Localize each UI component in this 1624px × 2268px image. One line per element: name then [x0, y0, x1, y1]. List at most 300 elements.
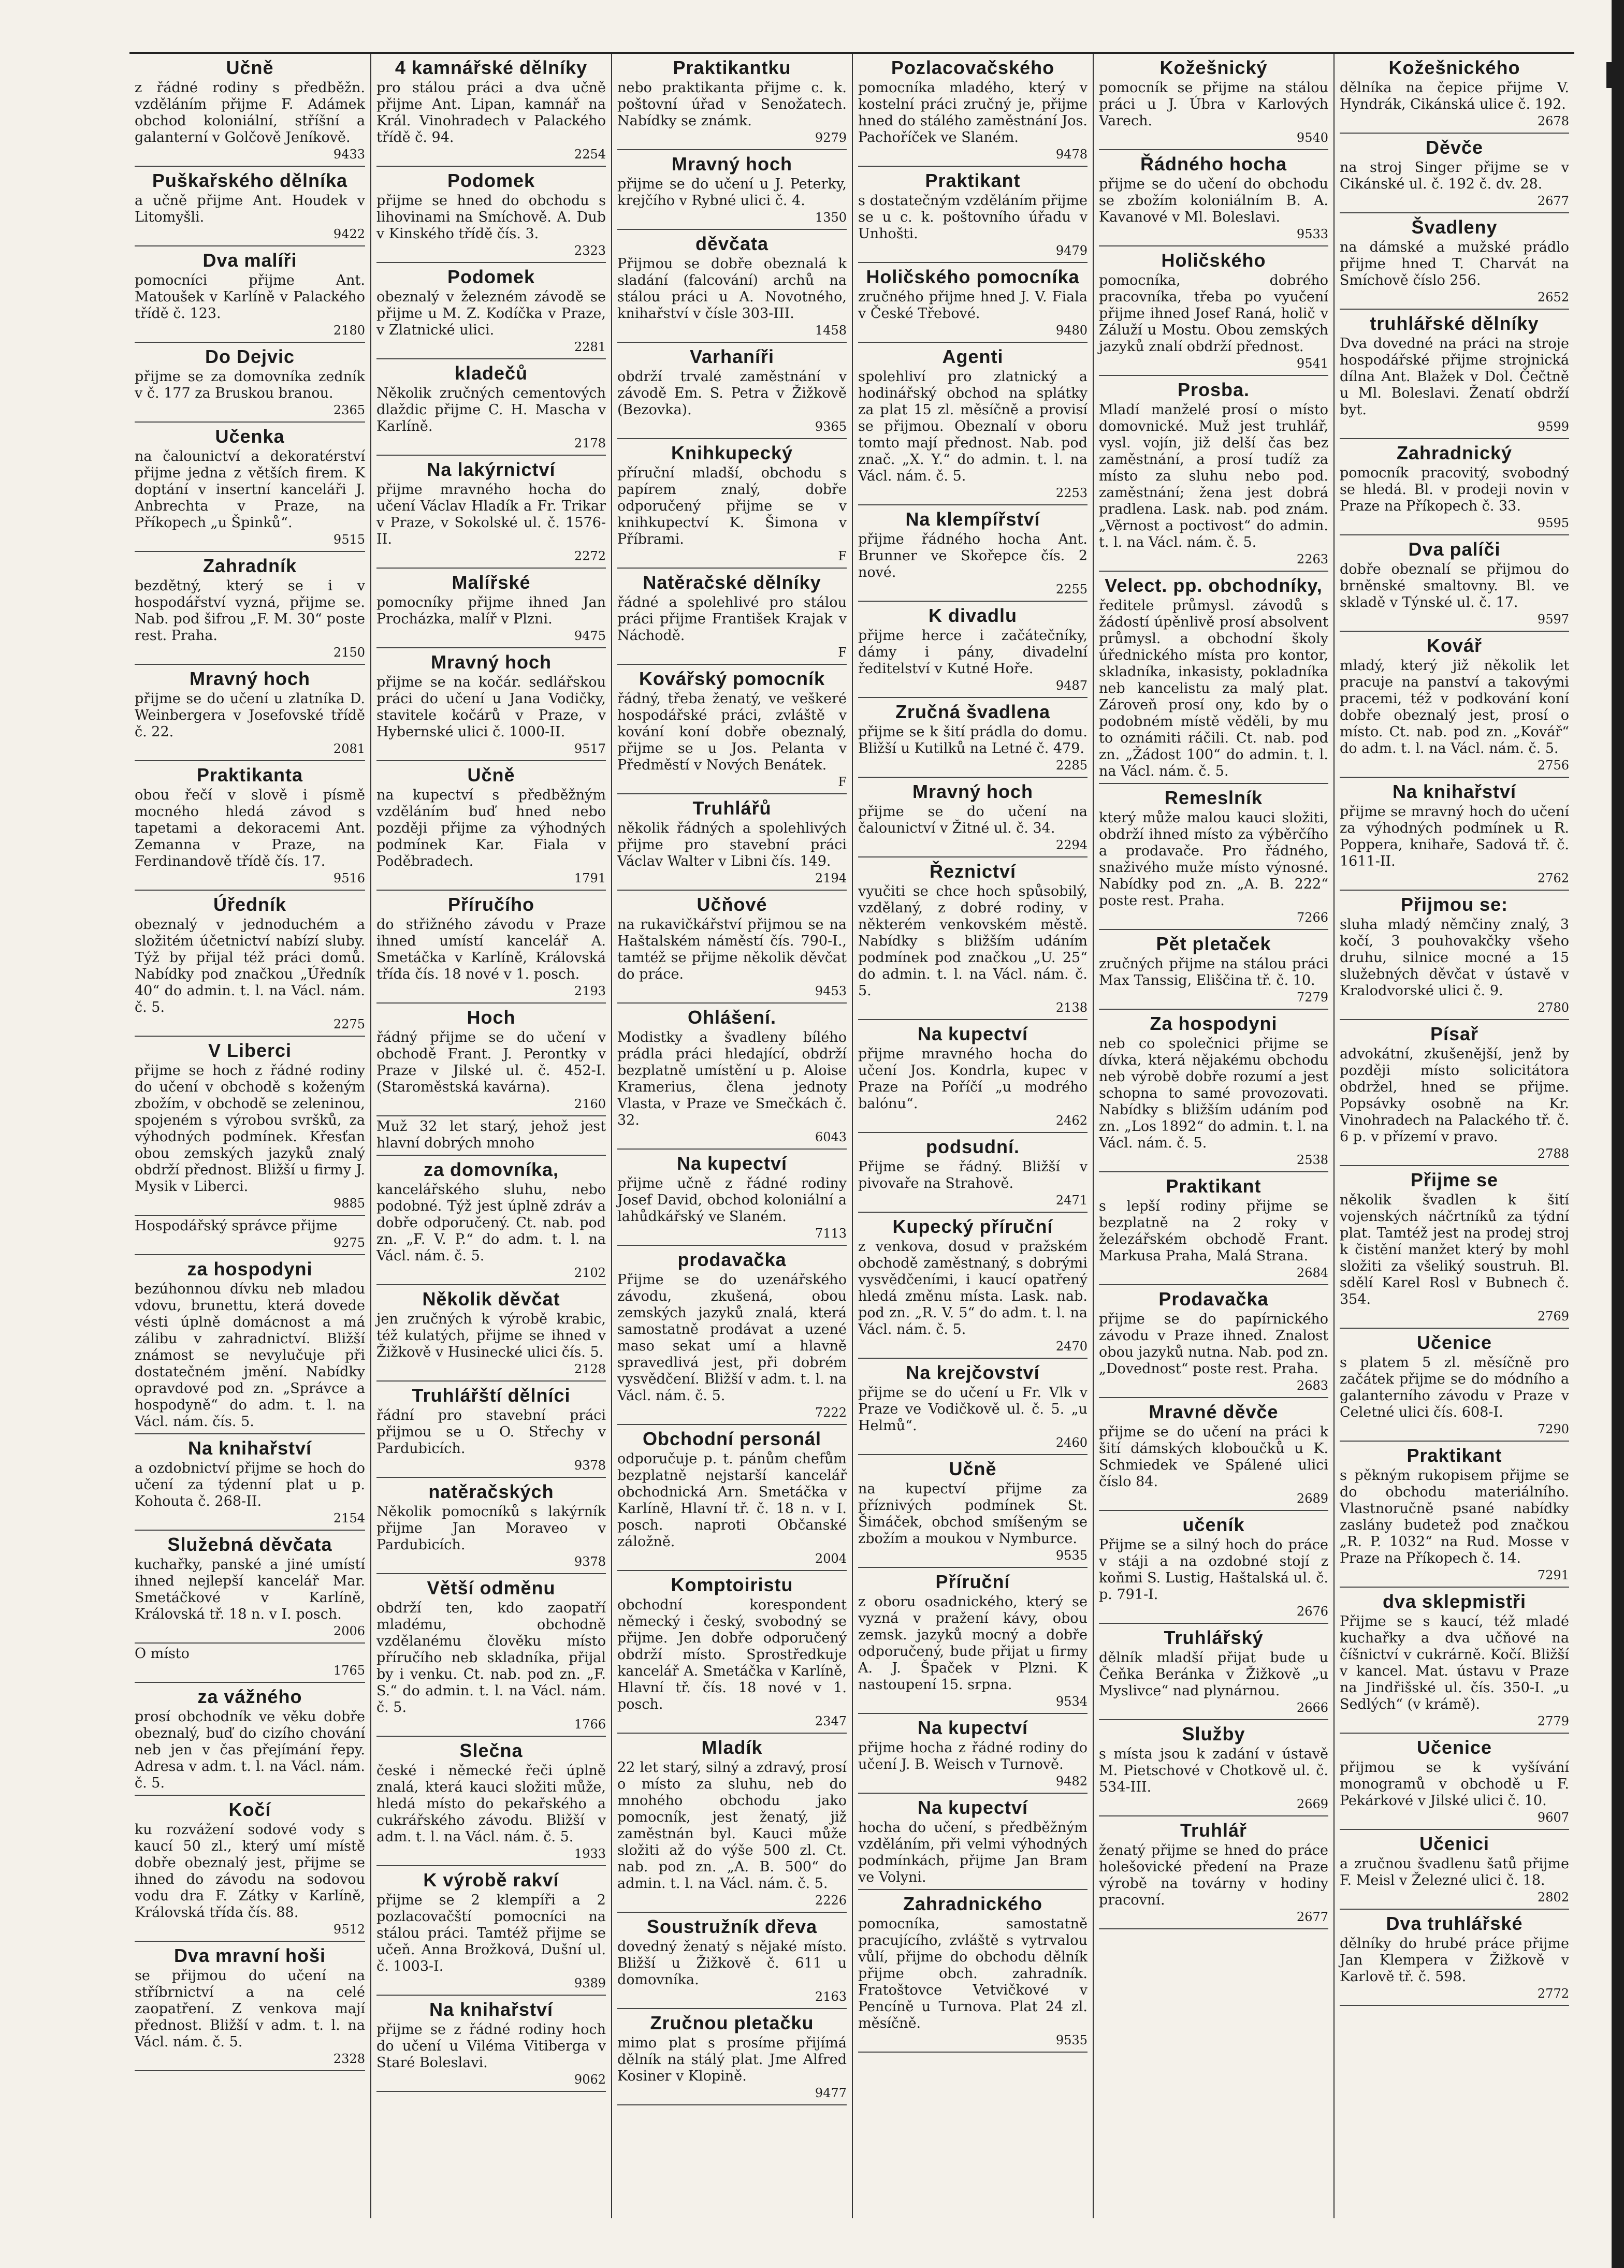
ad-body: přijme se do učení na čalounictví v Žitné ul. č. 34. [858, 804, 1088, 836]
ad-body: s místa jsou k zadání v ústavě M. Pietschové v Chotkově ul. č. 534-III. [1099, 1746, 1328, 1795]
ad-heading: K výrobě rakví [423, 1869, 559, 1891]
ad-body: vyučiti se chce hoch spůsobilý, vzdělaný, z dobré rodiny, v některém venkovském městě. Nabídky s bližším udáním podmínek pod značkou „U. 25“ do admin. t. l. na Václ. nám. č. 5. [858, 883, 1088, 999]
ad-heading: Podomek [447, 266, 535, 287]
ad-heading: Prodavačka [1158, 1288, 1269, 1310]
ad-body: přijmou se k vyšívání monogramů v obchodě u F. Pekárkové v Jilské ulici č. 10. [1340, 1760, 1569, 1809]
ad-number: 7113 [815, 1226, 847, 1241]
ad-heading: Učně [467, 764, 515, 786]
ad-heading: Na lakýrnictví [427, 459, 556, 480]
classified-column-2 [370, 54, 611, 2218]
ad-number: 9389 [574, 1976, 606, 1990]
ad-number: 2138 [1055, 1000, 1088, 1015]
ad-body: Přijme se a silný hoch do práce v stáji a na ozdobné stojí z koňmi S. Lustig, Haštalská ul. č. p. 791-I. [1099, 1537, 1328, 1603]
ad-heading: Zručná švadlena [895, 701, 1051, 722]
ad-body: mladý, který již několik let pracuje na panství a takovými pracemi, též v podkování koní dobře obeznalý jest, prosí o místo. Ct. nab. pod zn. „Kovář“ do adm. t. l. na Václ. nám. č. 5. [1340, 658, 1569, 757]
classified-ad [135, 1255, 365, 1434]
ad-number: 2684 [1296, 1266, 1328, 1280]
ad-body: neb co společnici přijme se dívka, která nějakému obchodu neb výrobě dobře rozumí a jest schopna to samé provozovati. Nabídky s bližším udáním pod zn. „Los 1892“ do admin. t. l. na Václ. nám. č. 5. [1099, 1036, 1328, 1151]
classified-ad [135, 54, 365, 167]
ad-heading: Soustružník dřeva [646, 1916, 818, 1937]
ad-number: 1350 [815, 210, 847, 225]
ad-number: 2676 [1296, 1604, 1328, 1619]
ad-body: pomocníka, samostatně pracujícího, zvláště s vytrvalou vůlí, přijme do obchodu dělník přijme obch. zahradník. Fratoštovce Vetvičkové v Pencíně u Turnova. Plat 24 zl. měsíčně. [858, 1916, 1088, 2031]
ad-body: přijme se na kočár. sedlářskou práci do učení u Jana Vodičky, stavitele kočárů v Praze, v Hybernské ulici č. 1000-II. [376, 674, 606, 740]
ad-number: 2347 [815, 1714, 847, 1728]
ad-number: 2194 [815, 871, 847, 885]
ad-heading: Na kupectví [917, 1023, 1028, 1044]
ad-body: přijme řádného hocha Ant. Brunner ve Skořepce čís. 2 nové. [858, 531, 1088, 580]
ad-number: 2128 [574, 1362, 606, 1376]
ad-number: 7279 [1296, 990, 1328, 1005]
ad-number: 9453 [815, 984, 847, 998]
ad-heading: Písař [1430, 1023, 1479, 1044]
classified-ad [858, 857, 1088, 1020]
ad-body: z řádné rodiny s předběžn. vzděláním přijme F. Adámek obchod koloniální, stříšní a galanterní v Golčově Jeníkově. [135, 80, 365, 146]
ad-number: 2460 [1055, 1435, 1088, 1450]
ad-number: 2226 [815, 1893, 847, 1908]
ad-number: 2756 [1537, 758, 1569, 773]
ad-number: 2677 [1537, 194, 1569, 208]
ad-body: přijme herce i začátečníky, dámy i pány, divadelní ředitelství v Kutné Hoře. [858, 628, 1088, 677]
ad-number: 2652 [1537, 290, 1569, 304]
ad-heading: Do Dejvic [205, 346, 295, 367]
ad-number: 9535 [1055, 1548, 1088, 1563]
ad-body: dělníka na čepice přijme V. Hyndrák, Cikánská ulice č. 192. [1340, 80, 1569, 112]
classified-ad [858, 343, 1088, 505]
classified-ad [376, 1285, 606, 1382]
ad-heading: Slečna [459, 1740, 523, 1761]
classified-ad [858, 1133, 1088, 1213]
ad-heading: Učně [949, 1458, 997, 1479]
classified-ad [617, 1004, 847, 1150]
classified-ad [376, 1737, 606, 1866]
ad-heading: Pozlacovačského [891, 57, 1055, 78]
ad-number: 9422 [333, 227, 365, 241]
ad-body: do střižného závodu v Praze ihned umístí kancelář A. Smetáčka v Karlíně, Královská třída čís. 18 nové v 1. posch. [376, 917, 606, 982]
classified-ad [1340, 632, 1569, 778]
ad-number: 2263 [1296, 552, 1328, 566]
ad-heading: Natěračské dělníky [643, 572, 821, 593]
classified-ad [1099, 246, 1328, 376]
ad-number: 2471 [1055, 1193, 1088, 1208]
classified-ad [617, 1913, 847, 2009]
classified-ad [376, 761, 606, 891]
ad-number: F [838, 549, 847, 563]
ad-body: přijme se z řádné rodiny hoch do učení u Viléma Vitiberga v Staré Boleslavi. [376, 2022, 606, 2071]
ad-heading: Služebná děvčata [167, 1534, 332, 1555]
ad-body: bezdětný, který se i v hospodářství vyzná, přijme se. Nab. pod šifrou „F. M. 30“ poste rest. Praha. [135, 578, 365, 644]
ad-heading: Prosba. [1177, 379, 1250, 400]
classified-ad [858, 167, 1088, 263]
ad-number: 2150 [333, 645, 365, 660]
ad-number: 2666 [1296, 1700, 1328, 1715]
ad-number: 9597 [1537, 612, 1569, 627]
classified-ad [1099, 376, 1328, 572]
ad-heading: Praktikant [1407, 1445, 1502, 1466]
ad-number: 9378 [574, 1554, 606, 1569]
ad-body: přijme učně z řádné rodiny Josef David, obchod koloniální a lahůdkářský ve Slaném. [617, 1175, 847, 1225]
ad-heading: Na klempířství [905, 508, 1040, 530]
classified-ad [376, 54, 606, 167]
ad-body: obeznalý v jednoduchém a složitém účetnictví nabízí sluby. Týž by přijal též práci domů. Nabídky pod značkou „Úředník 40“ do admin. t. l. na Václ. nám. č. 5. [135, 917, 365, 1015]
ad-heading: Zručnou pletačku [650, 2012, 814, 2033]
ad-heading: Za hospodyni [1150, 1013, 1278, 1034]
ad-body: Mladí manželé prosí o místo domovnické. Muž jest truhlář, vysl. vojín, již delší čas bez zaměstnání, a prosí tudíž za místo za sluhu nebo pod. zaměstnání; žena jest dobrá pradlena. Lask. nab. pod znám. „Věrnost a poctivost“ do admin. t. l. na Václ. nám. č. 5. [1099, 402, 1328, 550]
classified-ad [376, 1382, 606, 1478]
classified-ad [1099, 572, 1328, 784]
classified-ad [1340, 439, 1569, 535]
classified-ad [858, 1359, 1088, 1455]
classified-ad [135, 891, 365, 1037]
classified-ad [858, 1020, 1088, 1133]
ad-number: 2780 [1537, 1000, 1569, 1015]
ad-body: několik řádných a spolehlivých přijme pro stavební práci Václav Walter v Libni čís. 149. [617, 820, 847, 869]
classified-ad [617, 439, 847, 569]
ad-body: s pěkným rukopisem přijme se do obchodu materiálního. Vlastnoručně psané nabídky zaslány budetež pod značkou „R. P. 1032“ na Rud. Mosse v Praze na Příkopech č. 14. [1340, 1467, 1569, 1566]
classified-ad [376, 1156, 606, 1285]
ad-number: 9595 [1537, 516, 1569, 530]
ad-heading: Příruční [935, 1571, 1010, 1592]
classified-ad [135, 343, 365, 423]
ad-body: bezúhonnou dívku neb mladou vdovu, brunettu, která dovede vésti úplně domácnost a má zálibu v zahradnictví. Bližší známost se nevylučuje při dostatečném jmění. Nabídky opravdové pod zn. „Správce a hospodyně“ do adm. t. l. na Václ. nám. čís. 5. [135, 1281, 365, 1430]
ad-number: 9517 [574, 742, 606, 756]
ad-body: jen zručných k výrobě krabic, též kulatých, přijme se ihned v Žižkově v Husinecké ulici čís. 5. [376, 1311, 606, 1360]
ad-body: z venkova, dosud v pražském obchodě zaměstnaný, s dobrými vysvědčeními, i kaucí opatřený hledá změnu místa. Lask. nab. pod zn. „R. V. 5“ do adm. t. l. na Václ. nám. č. 5. [858, 1239, 1088, 1337]
ad-heading: Pět pletaček [1156, 933, 1271, 954]
ad-heading: Hoch [467, 1007, 516, 1028]
classified-column-3 [611, 54, 852, 2218]
ad-body: řádný přijme se do učení v obchodě Frant. J. Perontky v Praze v Jilské ul. č. 452-I. (Staroměstská kavárna). [376, 1029, 606, 1095]
ad-number: 9478 [1055, 147, 1088, 162]
ad-heading: Podomek [447, 170, 535, 191]
ad-body: Modistky a švadleny bílého prádla práci hledající, obdrží bezplatně umístění u p. Aloise Kramerius, člena jednoty Vlasta, v Praze ve Smečkách č. 32. [617, 1029, 847, 1128]
ad-heading: K divadlu [928, 605, 1018, 626]
classified-ad [858, 54, 1088, 167]
ad-number: 7290 [1537, 1422, 1569, 1436]
ad-number: 9475 [574, 629, 606, 643]
ad-heading: Na kupectví [917, 1797, 1028, 1818]
classified-ad [135, 1216, 365, 1255]
ad-body: ženatý přijme se hned do práce holešovické předení na Praze výrobě na továrny v hodiny pracovní. [1099, 1842, 1328, 1908]
ad-heading: Kočí [228, 1799, 271, 1820]
ad-heading: Praktikantku [673, 57, 791, 78]
ad-heading: Děvče [1425, 137, 1484, 158]
classified-ad [617, 2009, 847, 2105]
ad-body: řádné a spolehlivé pro stálou práci přijme František Krajak v Náchodě. [617, 594, 847, 644]
ad-heading: Truhlář [1180, 1820, 1248, 1841]
ad-body: ku rozvážení sodové vody s kaucí 50 zl., který umí místě dobře obeznalý jest, přijme se ihned do závodu na sodovou vodu dra F. Zátky v Karlíně, Královská třída čís. 88. [135, 1822, 365, 1921]
classified-ad [1340, 535, 1569, 632]
ad-number: 2772 [1537, 1986, 1569, 2001]
classified-ad [858, 602, 1088, 698]
classified-ad [1340, 1020, 1569, 1166]
ad-body: přijme hocha z řádné rodiny do učení J. B. Weisch v Turnově. [858, 1740, 1088, 1772]
ad-body: Přijme se řádný. Bližší v pivovaře na Strahově. [858, 1159, 1088, 1191]
ad-number: 9885 [333, 1196, 365, 1211]
classified-ad [858, 1568, 1088, 1714]
ad-heading: Kožešnický [1159, 57, 1268, 78]
ad-body: pomocníka mladého, který v kostelní práci zručný je, přijme hned do stálého zaměstnání Jos. Pachoříček ve Slaném. [858, 80, 1088, 146]
ad-number: 2538 [1296, 1153, 1328, 1167]
ad-body: a zručnou švadlenu šatů přijme F. Meisl v Železné ulici č. 18. [1340, 1856, 1569, 1888]
ad-body: odporučuje p. t. pánům chefům bezplatně nejstarší kancelář obchodnická Arn. Smetáčka v Karlíně, Hlavní tř. č. 18 n. v I. posch. naproti Občanské záložně. [617, 1451, 847, 1550]
classified-ad [376, 263, 606, 359]
classified-ad [376, 456, 606, 569]
classified-ad [376, 359, 606, 456]
ad-heading: Přijmou se: [1400, 894, 1509, 915]
ad-heading: za vážného [197, 1686, 302, 1707]
ad-body: Dva dovedné na práci na stroje hospodářské přijme strojnická dílna Ant. Blažek v Dol. Čečtně u Ml. Boleslavi. Ženatí obdrží byt. [1340, 336, 1569, 418]
ad-number: 2160 [574, 1097, 606, 1111]
classified-ad [135, 552, 365, 665]
classified-ad [1340, 778, 1569, 891]
ad-heading: Holičského pomocníka [866, 266, 1080, 287]
ad-body: který může malou kauci složiti, obdrží ihned místo za výběrčího a prodavače. Pro řádného, snaživého muže místo výnosné. Nabídky pod zn. „A. B. 222“ poste rest. Praha. [1099, 810, 1328, 909]
ad-heading: Příručího [447, 894, 535, 915]
ad-heading: Řeznictví [929, 861, 1017, 882]
ad-number: 1933 [574, 1847, 606, 1861]
ad-body: a ozdobnictví přijme se hoch do učení za týdenní plat u p. Kohouta č. 268-II. [135, 1460, 365, 1509]
ad-heading: Kožešnického [1388, 57, 1520, 78]
classified-ad [376, 1004, 606, 1116]
classified-ad [1340, 1734, 1569, 1830]
ad-heading: Několik děvčat [422, 1288, 560, 1310]
classified-ad [376, 569, 606, 648]
ad-number: 9515 [333, 532, 365, 547]
ad-number: 1766 [574, 1717, 606, 1732]
ad-heading: Na kupectví [676, 1153, 788, 1174]
ad-heading: děvčata [695, 233, 769, 254]
ad-heading: Zahradnický [1396, 442, 1513, 463]
ad-body: dělníky do hrubé práce přijme Jan Klempera v Žižkově v Karlově tř. č. 598. [1340, 1936, 1569, 1985]
ad-heading: učeník [1182, 1514, 1245, 1535]
ad-number: 1458 [815, 323, 847, 338]
classified-ad [376, 1478, 606, 1574]
ad-heading: dva sklepmistři [1382, 1591, 1527, 1612]
classified-ad [617, 1571, 847, 1734]
ad-number: 2669 [1296, 1797, 1328, 1811]
ad-body: přijme se 2 klempíři a 2 pozlacovačští pomocníci na stálou práci. Tamtéž přijme se učeň. Anna Brožková, Dušní ul. č. 1003-I. [376, 1892, 606, 1974]
ad-number: 2255 [1055, 582, 1088, 597]
ad-body: přijme mravného hocha do učení Jos. Kondrla, kupec v Praze na Poříčí „u modrého balónu“. [858, 1046, 1088, 1112]
ad-body: na kupectví přijme za příznivých podmínek St. Šimáček, obchod smíšeným se zbožím a moukou v Nymburce. [858, 1481, 1088, 1547]
ad-heading: Mravný hoch [671, 153, 793, 175]
ad-body: obchodní korespondent německý i český, svobodný se přijme. Jen dobře odporučený obdrží místo. Sprostředkuje kancelář A. Smetáčka v Karlíně, Hlavní tř. čís. 18 nové v 1. posch. [617, 1597, 847, 1712]
ad-body: s dostatečným vzděláním přijme se u c. k. poštovního úřadu v Unhošti. [858, 193, 1088, 242]
ad-heading: Učně [226, 57, 274, 78]
ad-body: přijme mravného hocha do učení Václav Hladík a Fr. Trikar v Praze, v Sokolské ul. č. 1576-II. [376, 482, 606, 547]
ad-body: spolehliví pro zlatnický a hodinářský obchod na splátky za plat 15 zl. měsíčně a provisí se přijmou. Obeznalí v oboru tomto mají přednost. Nab. pod znač. „X. Y.“ do admin. t. l. na Václ. nám. č. 5. [858, 369, 1088, 484]
ad-heading: Zahradník [202, 555, 297, 576]
classified-ad [1340, 213, 1569, 310]
ad-body: řádný, třeba ženatý, ve veškeré hospodářské práci, zvláště v kování koní dobře obeznalý, přijme se u Jos. Pelanta v Předměstí v Nových Benátek. [617, 691, 847, 773]
ad-heading: Mravný hoch [430, 651, 552, 673]
ad-number: 2779 [1537, 1714, 1569, 1728]
ad-heading: Velect. pp. obchodníky, [1105, 575, 1323, 596]
classified-ad [858, 263, 1088, 343]
classified-ad [376, 648, 606, 761]
classified-ad [1340, 310, 1569, 439]
ad-body: obeznalý v železném závodě se přijme u M. Z. Kodíčka v Praze, v Zlatnické ulici. [376, 289, 606, 338]
ad-heading: Na knihařství [429, 1999, 554, 2020]
ad-body: dělník mladší přijat bude u Čeňka Beránka v Žižkově „u Myslivce“ nad plynárnou. [1099, 1650, 1328, 1699]
classified-ad [376, 1866, 606, 1996]
classified-ad [1099, 1511, 1328, 1624]
ad-body: Přijmou se dobře obeznalá k sladání (falcování) archů na stálou práci u A. Novotného, knihařství v čísle 303-III. [617, 256, 847, 322]
classified-ad [1340, 1166, 1569, 1329]
classified-ad [617, 569, 847, 665]
classified-column-5 [1093, 54, 1333, 2218]
ad-heading: V Liberci [208, 1040, 292, 1061]
classified-ad [858, 1213, 1088, 1359]
classified-ad [858, 1794, 1088, 1890]
ad-number: 9599 [1537, 419, 1569, 434]
classified-ad [376, 1116, 606, 1156]
ad-heading: prodavačka [677, 1249, 787, 1270]
classified-ad [858, 1714, 1088, 1794]
ad-body: kuchařky, panské a jiné umístí ihned nejlepší kancelář Mar. Smetáčkové v Karlíně, Královská tř. 18 n. v I. posch. [135, 1557, 365, 1622]
classified-ad [617, 794, 847, 891]
ad-number: 9516 [333, 871, 365, 885]
classified-ad [135, 246, 365, 343]
ad-body: Hospodářský správce přijme [135, 1218, 338, 1234]
ad-number: 2323 [574, 243, 606, 258]
ad-body: 22 let starý, silný a zdravý, prosí o místo za sluhu, neb do mnohého obchodu jako pomocník, jest ženatý, již zaměstnán byl. Kauci může složiti až do výše 500 zl. Ct. nab. pod zn. „A. B. 500“ do admin. t. l. na Václ. nám. č. 5. [617, 1760, 847, 1892]
ad-number: 2365 [333, 403, 365, 417]
ad-heading: Služby [1182, 1723, 1245, 1744]
ad-body: přijme se hned do obchodu s lihovinami na Smíchově. A. Dub v Kinského třídě čís. 3. [376, 193, 606, 242]
classified-ad [617, 665, 847, 794]
ad-heading: Malířské [452, 572, 531, 593]
ad-number: 2769 [1537, 1309, 1569, 1324]
classified-ad [1099, 930, 1328, 1010]
ad-heading: Truhlářský [1164, 1627, 1264, 1648]
ad-body: z oboru osadnického, který se vyzná v pražení kávy, obou zemsk. jazyků mocný a dobře odporučený, bude přijat u firmy A. J. Špaček v Plzni. K nastoupení 15. srpna. [858, 1594, 1088, 1693]
ad-number: 2193 [574, 984, 606, 998]
ad-body: advokátní, zkušenější, jenž by později místo solicitátora obdržel, hned se přijme. Popsávky osobně na Kr. Vinohradech na Palackého tř. č. 6 p. v přízemí v pravo. [1340, 1046, 1569, 1145]
classified-ad [617, 1425, 847, 1571]
ad-body: hocha do učení, s předběžným vzděláním, při velmi výhodných podmínkách, přijme Jan Bram ve Volyni. [858, 1820, 1088, 1885]
ad-number: 9512 [333, 1922, 365, 1937]
ad-heading: Truhlářů [692, 797, 772, 819]
classified-ad [617, 54, 847, 150]
ad-number: 2683 [1296, 1378, 1328, 1393]
classified-column-4 [852, 54, 1093, 2218]
ad-number: 9482 [1055, 1774, 1088, 1789]
ad-number: 2678 [1537, 114, 1569, 128]
ad-heading: Učenice [1416, 1332, 1492, 1353]
ad-body: Několik zručných cementových dlaždic přijme C. H. Mascha v Karlíně. [376, 385, 606, 434]
ad-heading: Obchodní personál [642, 1428, 822, 1449]
ad-heading: Praktikant [1166, 1175, 1262, 1197]
ad-number: 9487 [1055, 678, 1088, 693]
page-binding-edge [1612, 0, 1624, 2268]
classified-ad [1340, 1329, 1569, 1442]
ad-heading: Truhlářští dělníci [412, 1385, 571, 1406]
classified-ad [135, 167, 365, 246]
ad-body: přijme se do papírnického závodu v Praze ihned. Znalost obou jazyků nutna. Nab. pod zn. „Dovednost“ poste rest. Praha. [1099, 1311, 1328, 1377]
classified-ad [1340, 134, 1569, 213]
ad-number: 9365 [815, 419, 847, 434]
ad-body: prosí obchodník ve věku dobře obeznalý, buď do cizího chování neb jen v čas přejímání řepy. Adresa v adm. t. l. na Václ. nám. č. 5. [135, 1709, 365, 1791]
ad-number: 1765 [333, 1663, 365, 1678]
classified-ad [858, 505, 1088, 602]
ad-body: na dámské a mužské prádlo přijme hned T. Charvát na Smíchově číslo 256. [1340, 239, 1569, 288]
ad-heading: Kupecký příruční [892, 1216, 1053, 1237]
classified-ad [617, 891, 847, 1004]
ad-heading: Dva palíči [1408, 539, 1501, 560]
ad-number: 2677 [1296, 1910, 1328, 1924]
ad-body: pro stálou práci a dva učně přijme Ant. Lipan, kamnář na Král. Vinohradech v Palackého třídě č. 94. [376, 80, 606, 146]
classified-ad [135, 1531, 365, 1644]
ad-body: obdrží ten, kdo zaopatří mladému, obchodně vzdělanému člověku místo příručího neb skladníka, přijal by i venku. Ct. nab. pod zn. „F. S.“ do admin. t. l. na Václ. nám. č. 5. [376, 1600, 606, 1715]
ad-body: Několik pomocníků s lakýrník přijme Jan Moraveo v Pardubicích. [376, 1504, 606, 1553]
ad-body: na rukavičkářství přijmou se na Haštalském náměstí čís. 790-I., tamtéž se přijme několik děvčat do práce. [617, 917, 847, 982]
ad-body: Přijme se do uzenářského závodu, zkušená, obou zemských jazyků znalá, která samostatně prodávat a uzené maso sekat umí a hlavně spravedlivá jest, při dobrém vysvědčení. Bližší v adm. t. l. na Václ. nám. č. 5. [617, 1272, 847, 1404]
ad-number: 9540 [1296, 130, 1328, 145]
ad-heading: Mravné děvče [1149, 1401, 1279, 1422]
classified-ad [858, 1455, 1088, 1568]
ad-number: 2470 [1055, 1339, 1088, 1354]
classified-ad [617, 1734, 847, 1913]
classified-ad [135, 1942, 365, 2071]
classified-ad [1099, 1285, 1328, 1398]
ad-body: přijme se k šití prádla do domu. Bližší u Kutilků na Letné č. 479. [858, 724, 1088, 757]
classified-ad [135, 1796, 365, 1942]
ad-heading: Na knihařství [187, 1437, 312, 1459]
ad-body: přijme se mravný hoch do učení za výhodných podmínek u R. Poppera, knihaře, Sadová tř. č. 1611-II. [1340, 804, 1569, 869]
ad-heading: Na krejčovství [906, 1362, 1040, 1383]
ad-number: 9480 [1055, 323, 1088, 338]
ad-body: dobře obeznalí se přijmou do brněnské smaltovny. Bl. ve skladě v Týnské ul. č. 17. [1340, 561, 1569, 610]
classified-ad [376, 891, 606, 1004]
ad-body: ředitele průmysl. závodů s žádostí úpěnlivě prosí absolvent průmysl. a obchodní školy úřednického místa pro kontor, skladníka, inkasisty, pokladníka neb kancelistu za malý plat. Zároveň prosí ony, kdo by o podobném místě věděli, by mu to oznámiti ráčili. Ct. nab. pod zn. „Žádost 100“ do admin. t. l. na Václ. nám. č. 5. [1099, 598, 1328, 779]
ad-heading: Remeslník [1164, 787, 1263, 808]
ad-number: 2006 [333, 1624, 365, 1638]
ad-heading: Učenici [1419, 1833, 1490, 1854]
ad-body: zručných přijme na stálou práci Max Tanssig, Eliščina tř. č. 10. [1099, 956, 1328, 988]
ad-body: mimo plat s prosíme přijímá dělník na stálý plat. Jme Alfred Kosiner v Klopině. [617, 2035, 847, 2084]
ad-heading: Varhaníři [689, 346, 775, 367]
classified-ad [135, 761, 365, 891]
ad-body: přijme se do učení u Fr. Vlk v Praze ve Vodičkově ul. č. 5. „u Helmů“. [858, 1385, 1088, 1434]
ad-number: 7291 [1537, 1568, 1569, 1582]
ad-number: 9275 [333, 1235, 365, 1250]
ad-body: na čalounictví a dekoratérství přijme jedna z větších firem. K doptání v insertní kanceláři J. Anbrechta v Praze, na Příkopech „u Špinků“. [135, 448, 365, 531]
ad-body: pomocníka, dobrého pracovníka, třeba po vyučení přijme ihned Josef Raná, holič v Záluží u Mostu. Obou zemských jazyků znalí obdrží přednost. [1099, 272, 1328, 355]
ad-number: 2788 [1537, 1146, 1569, 1161]
classified-ad [135, 423, 365, 552]
classified-ad [1340, 891, 1569, 1020]
classified-ad [135, 665, 365, 761]
ad-body: zručného přijme hned J. V. Fiala v České Třebové. [858, 289, 1088, 322]
ad-heading: 4 kamnářské dělníky [395, 57, 588, 78]
ad-body: nebo praktikanta přijme c. k. poštovní úřad v Senožatech. Nabídky se známk. [617, 80, 847, 129]
ad-heading: Praktikant [925, 170, 1021, 191]
ad-body: a učně přijme Ant. Houdek v Litomyšli. [135, 193, 365, 225]
ad-number: 2275 [333, 1017, 365, 1031]
classified-ad [135, 1644, 365, 1683]
ad-body: přijme se do učení u J. Peterky, krejčího v Rybné ulici č. 4. [617, 176, 847, 209]
ad-number: 2272 [574, 549, 606, 563]
ad-heading: Komptoiristu [671, 1574, 793, 1595]
ad-heading: Učenice [1416, 1737, 1492, 1758]
classified-ad [1099, 150, 1328, 246]
ad-heading: Praktikanta [196, 764, 303, 786]
classified-ad [617, 343, 847, 439]
classified-ad [376, 167, 606, 263]
ad-number: 2253 [1055, 486, 1088, 500]
